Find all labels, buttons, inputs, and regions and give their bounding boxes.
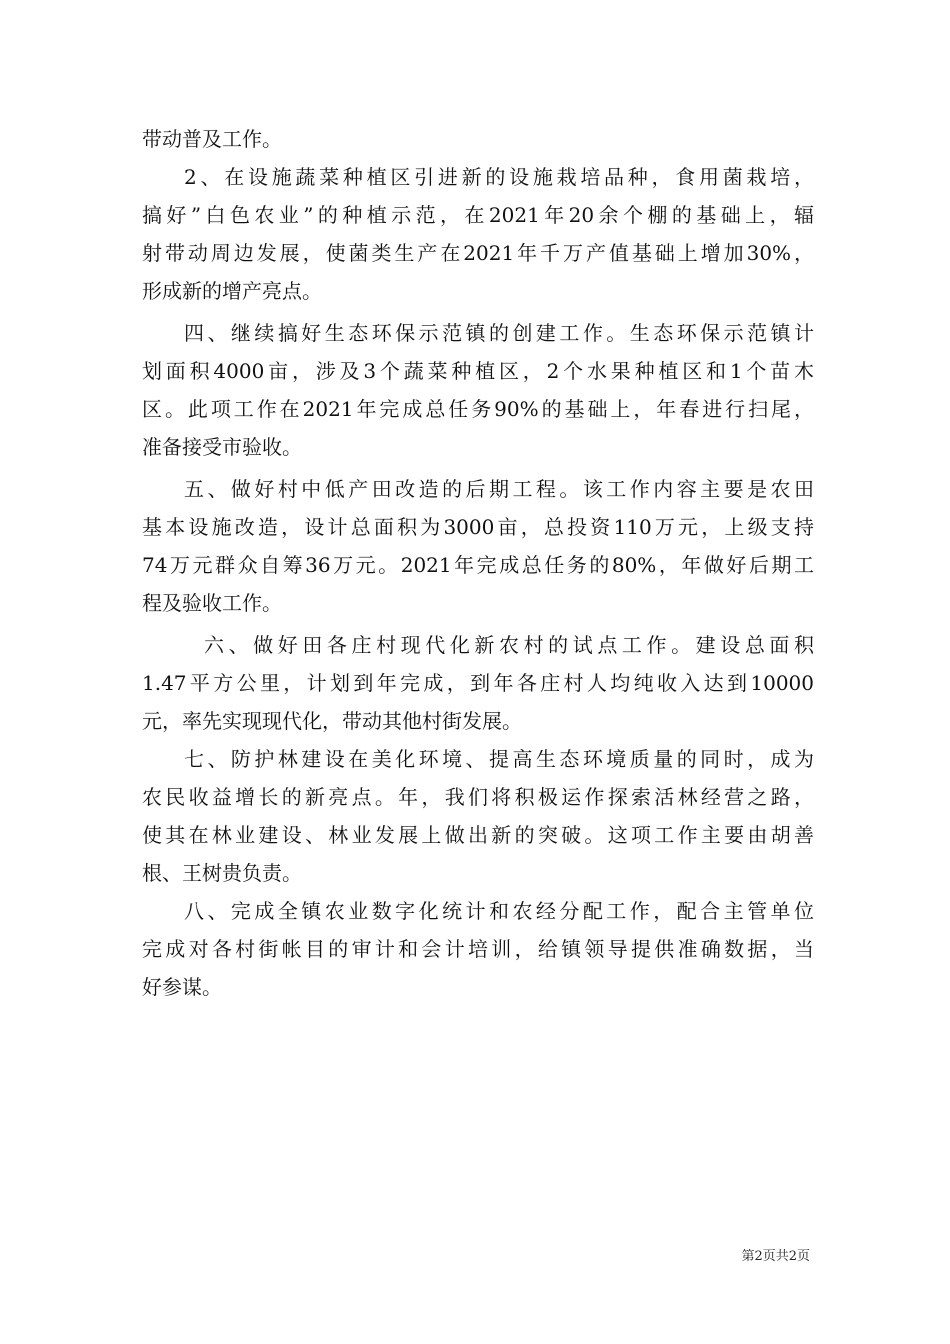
paragraph-line: 六、做好田各庄村现代化新农村的试点工作。建设总面积 (204, 633, 814, 657)
paragraph-line: 八、完成全镇农业数字化统计和农经分配工作，配合主管单位 (184, 899, 814, 923)
paragraph-line: 五、做好村中低产田改造的后期工程。该工作内容主要是农田 (184, 477, 814, 501)
paragraph-line: 形成新的增产亮点。 (142, 279, 322, 303)
paragraph-line: 使其在林业建设、林业发展上做出新的突破。这项工作主要由胡善 (142, 823, 814, 847)
paragraph-line: 准备接受市验收。 (142, 435, 302, 459)
paragraph-line: 74万元群众自筹36万元。2021年完成总任务的80%，年做好后期工 (142, 553, 814, 577)
paragraph-line: 基本设施改造，设计总面积为3000亩，总投资110万元，上级支持 (142, 515, 814, 539)
paragraph-line: 七、防护林建设在美化环境、提高生态环境质量的同时，成为 (184, 747, 814, 771)
paragraph-line: 四、继续搞好生态环保示范镇的创建工作。生态环保示范镇计 (184, 321, 814, 345)
paragraph-line: 元，率先实现现代化，带动其他村街发展。 (142, 709, 522, 733)
paragraph-line: 区。此项工作在2021年完成总任务90%的基础上，年春进行扫尾， (142, 397, 814, 421)
paragraph-line: 根、王树贵负责。 (142, 861, 302, 885)
paragraph-line: 1.47平方公里，计划到年完成，到年各庄村人均纯收入达到10000 (142, 671, 814, 695)
paragraph-line: 程及验收工作。 (142, 591, 282, 615)
paragraph-line: 完成对各村街帐目的审计和会计培训，给镇领导提供准确数据，当 (142, 937, 814, 961)
paragraph-line: 带动普及工作。 (142, 127, 282, 151)
paragraph-line: 农民收益增长的新亮点。年，我们将积极运作探索活林经营之路， (142, 785, 814, 809)
page-number: 第2页共2页 (741, 1249, 810, 1264)
body-text (142, 120, 814, 1006)
paragraph-line: 2、在设施蔬菜种植区引进新的设施栽培品种，食用菌栽培， (184, 165, 814, 189)
paragraph-line: 划面积4000亩，涉及3个蔬菜种植区，2个水果种植区和1个苗木 (142, 359, 814, 383)
paragraph-line: 搞好”白色农业”的种植示范，在2021年20余个棚的基础上，辐 (142, 203, 814, 227)
paragraph-line: 射带动周边发展，使菌类生产在2021年千万产值基础上增加30%， (142, 241, 814, 265)
paragraph-line: 好参谋。 (142, 975, 222, 999)
